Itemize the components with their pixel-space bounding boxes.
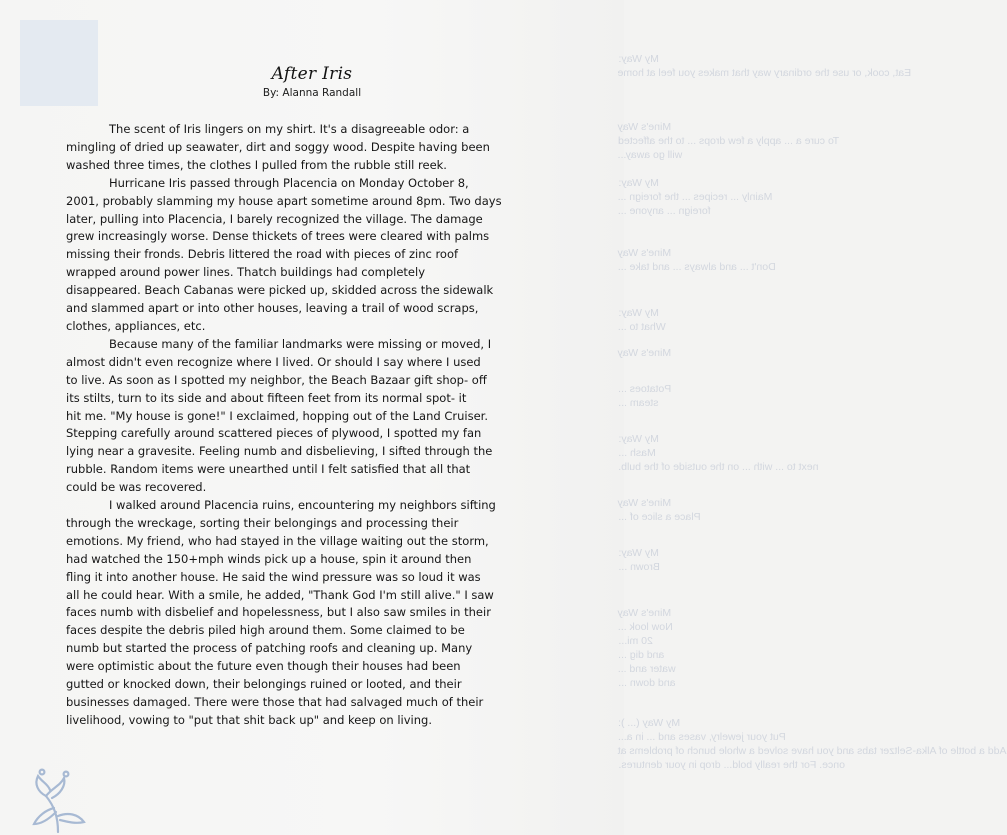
body-line: mingling of dried up seawater, dirt and soggy wood. Despite having been: [66, 139, 490, 154]
body-line: livelihood, vowing to "put that shit back up" and keep on living.: [66, 712, 432, 727]
bleed-line: next to ... with ... on the outside of the bulb.: [618, 461, 819, 473]
bleed-line: and down ...: [618, 677, 676, 689]
bleed-line: Put your jewelry, vases and ... in a...: [618, 731, 786, 743]
bleed-line: To cure a ... apply a few drops ... to the affected: [618, 135, 840, 147]
bleed-line: My Way:: [618, 177, 659, 189]
floral-ornament-icon: [28, 766, 90, 834]
bleed-line: Don't ... and always ... and take ...: [618, 261, 776, 273]
body-line: almost didn't even recognize where I lived. Or should I say where I used: [66, 354, 481, 369]
article-byline: By: Alanna Randall: [262, 87, 362, 99]
bleed-line: 20 mi...: [618, 635, 653, 647]
body-line: all he could hear. With a smile, he added, "Thank God I'm still alive." I saw: [66, 587, 494, 602]
bleed-line: My Way (... ):: [618, 717, 681, 729]
bleed-line: water and ...: [618, 663, 676, 675]
body-line: Because many of the familiar landmarks were missing or moved, I: [109, 336, 492, 351]
body-line: faces despite the debris piled high around them. Some claimed to be: [66, 623, 465, 638]
body-line: to live. As soon as I spotted my neighbor, the Beach Bazaar gift shop- off: [66, 372, 487, 387]
bleed-line: My Way:: [618, 53, 659, 65]
body-line: were optimistic about the future even though their houses had been: [66, 659, 461, 674]
bleed-line: Eat, cook, or use the ordinary way that makes you feel at home: [618, 67, 912, 79]
body-line: wrapped around power lines. Thatch buildings had completely: [66, 265, 426, 280]
bleed-line: Mine's Way: [618, 347, 672, 359]
bleed-line: Place a slice of ...: [618, 511, 701, 523]
body-line: faces numb with disbelief and hopelessness, but I also saw smiles in their: [66, 605, 491, 620]
bleed-line: steam ...: [618, 397, 659, 409]
article-body: [66, 121, 548, 730]
body-line: missing their fronds. Debris littered the road with pieces of zinc roof: [66, 247, 459, 262]
bleed-line: My Way:: [618, 547, 659, 559]
bleed-line: will go away...: [618, 149, 683, 161]
bleed-line: Mainly ... recipes ... the foreign ...: [618, 191, 773, 203]
body-line: gutted or knocked down, their belongings ruined or looted, and their: [66, 677, 462, 692]
bleed-line: Mine's Way: [618, 607, 672, 619]
body-line: grew increasingly worse. Dense thickets of trees were cleared with palms: [66, 229, 490, 244]
body-line: numb but started the process of patching roofs and cleaning up. Many: [66, 641, 473, 656]
bleed-line: Add a bottle of Alka-Seltzer tabs and you have solved a whole bunch of problems at: [618, 745, 1007, 757]
body-line: I walked around Placencia ruins, encountering my neighbors sifting: [109, 498, 496, 513]
bleed-line: and dig ...: [618, 649, 665, 661]
bleed-line: My Way:: [618, 433, 659, 445]
body-line: had watched the 150+mph winds pick up a house, spin it around then: [66, 551, 472, 566]
body-line: businesses damaged. There were those that had salvaged much of their: [66, 695, 484, 709]
body-line: rubble. Random items were unearthed until I felt satisfied that all that: [66, 462, 471, 477]
bleed-line: Now look ...: [618, 621, 673, 633]
body-line: fling it into another house. He said the wind pressure was so loud it was: [66, 569, 481, 584]
bleed-line: Mine's Way: [618, 121, 672, 133]
body-line: could be was recovered.: [66, 480, 207, 495]
bleed-line: What to ...: [618, 321, 666, 333]
body-line: emotions. My friend, who had stayed in the village waiting out the storm,: [66, 533, 489, 548]
bleed-line: Mash ...: [618, 447, 656, 459]
body-line: Hurricane Iris passed through Placencia on Monday October 8,: [109, 175, 469, 190]
body-line: The scent of Iris lingers on my shirt. It's a disagreeable odor: a: [109, 122, 470, 136]
body-line: hit me. "My house is gone!" I exclaimed, hopping out of the Land Cruiser.: [66, 408, 488, 423]
bleed-line: Mine's Way: [618, 497, 672, 509]
body-line: through the wreckage, sorting their belongings and processing their: [66, 515, 459, 530]
body-line: washed three times, the clothes I pulled from the rubble still reek.: [66, 157, 447, 172]
body-line: Stepping carefully around scattered pieces of plywood, I spotted my fan: [66, 426, 482, 441]
article-title: After Iris: [271, 64, 353, 84]
bleed-line: Brown ...: [618, 561, 660, 573]
body-line: 2001, probably slamming my house apart sometime around 8pm. Two days: [66, 193, 502, 208]
body-line: and slammed apart or into other houses, leaving a trail of wood scraps,: [66, 301, 479, 316]
bleed-line: foreign ... anyone ...: [618, 205, 711, 217]
bleed-line: My Way:: [618, 307, 659, 319]
body-line: disappeared. Beach Cabanas were picked up, skidded across the sidewalk: [66, 283, 494, 298]
body-line: later, pulling into Placencia, I barely recognized the village. The damage: [66, 211, 483, 226]
bleed-line: Mine's Way: [618, 247, 672, 259]
body-line: clothes, appliances, etc.: [66, 318, 206, 333]
bleed-line: once. For the really bold... drop in your dentures.: [618, 759, 845, 771]
body-line: lying near a gravesite. Feeling numb and disbelieving, I sifted through the: [66, 444, 493, 459]
bleed-line: Potatoes ...: [618, 383, 672, 395]
body-line: its stilts, turn to its side and about fifteen feet from its normal spot- it: [66, 390, 467, 405]
